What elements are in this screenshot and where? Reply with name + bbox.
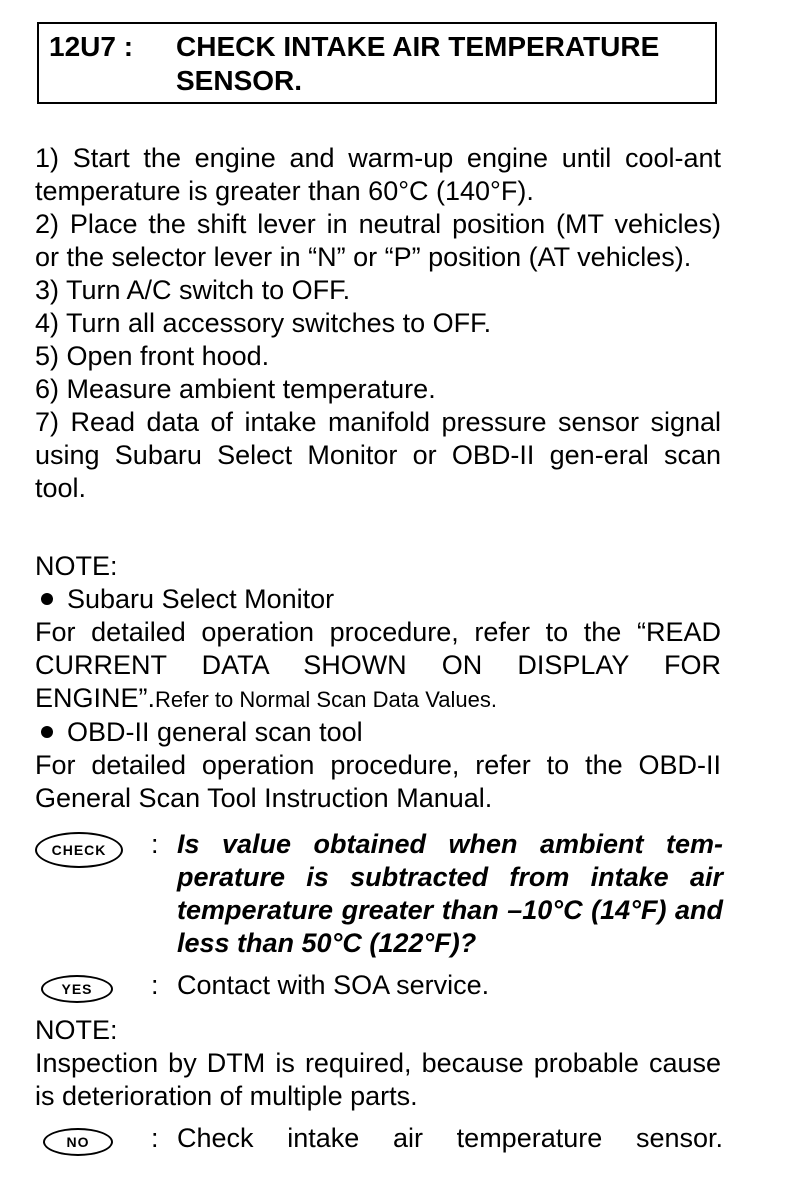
check-badge-icon: CHECK <box>35 832 123 868</box>
step-7: 7) Read data of intake manifold pressure sensor signal using Subaru Select Monitor or OBD-II gen-eral scan tool. <box>35 407 721 503</box>
note-paragraph: Inspection by DTM is required, because probable cause is deterioration of multiple parts. <box>35 1048 721 1111</box>
step-3: 3) Turn A/C switch to OFF. <box>35 275 351 305</box>
note-reference-text: Refer to Normal Scan Data Values. <box>155 687 497 712</box>
note-paragraph-text: For detailed operation procedure, refer to the “READ CURRENT DATA SHOWN ON DISPLAY FOR ENGINE”. <box>35 617 721 713</box>
no-colon: : <box>151 1123 159 1153</box>
yes-row <box>35 969 725 1003</box>
bullet-icon <box>41 726 53 738</box>
yes-action: Contact with SOA service. <box>177 970 490 1000</box>
step-2: 2) Place the shift lever in neutral position (MT vehicles) or the selector lever in “N” or “P” position (AT vehicles). <box>35 209 721 272</box>
no-action: Check intake air temperature sensor. <box>177 1123 723 1153</box>
note-label: NOTE: <box>35 1015 118 1045</box>
check-row <box>35 828 725 960</box>
note-paragraph <box>35 616 721 716</box>
procedure-steps <box>35 142 721 505</box>
note-label: NOTE: <box>35 551 118 581</box>
step-5: 5) Open front hood. <box>35 341 270 371</box>
yes-colon: : <box>151 970 159 1000</box>
step-6: 6) Measure ambient temperature. <box>35 374 436 404</box>
note-section <box>35 550 721 815</box>
check-colon: : <box>151 829 159 859</box>
yes-badge-icon: YES <box>41 975 113 1003</box>
diagnostic-code: 12U7 : <box>49 31 134 62</box>
header-box <box>37 22 717 104</box>
page-title: CHECK INTAKE AIR TEMPERATURE SENSOR. <box>176 31 660 96</box>
note-paragraph: For detailed operation procedure, refer to the OBD-II General Scan Tool Instruction Manual. <box>35 750 721 813</box>
step-4: 4) Turn all accessory switches to OFF. <box>35 308 492 338</box>
bullet-text: Subaru Select Monitor <box>67 584 335 614</box>
bullet-item <box>35 716 721 749</box>
bullet-item <box>35 583 721 616</box>
check-question: Is value obtained when ambient tem-perature is subtracted from intake air temperature greater than –10°C (14°F) and less than 50°C (122°F)? <box>177 829 723 958</box>
no-row <box>35 1122 725 1156</box>
note-section-2 <box>35 1014 721 1113</box>
step-1: 1) Start the engine and warm-up engine until cool-ant temperature is greater than 60°C (140°F). <box>35 143 721 206</box>
bullet-text: OBD-II general scan tool <box>67 717 363 747</box>
bullet-icon <box>41 593 53 605</box>
no-badge-icon: NO <box>43 1128 113 1156</box>
